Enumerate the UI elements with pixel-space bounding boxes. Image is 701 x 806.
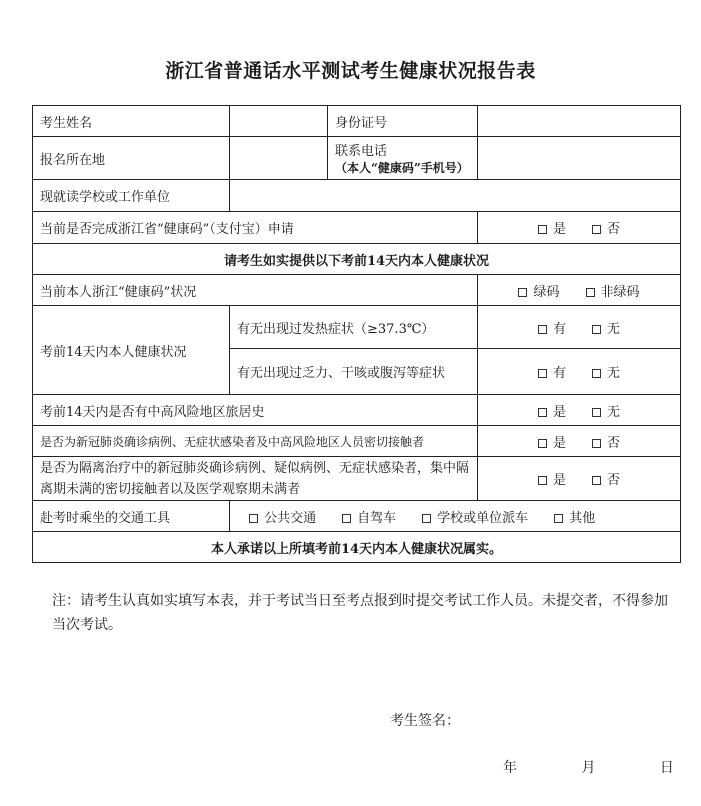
checkbox-empty-icon[interactable] (592, 225, 601, 234)
checkbox-empty-icon[interactable] (538, 476, 547, 485)
checkbox-empty-icon[interactable] (592, 408, 601, 417)
transport-options (230, 501, 681, 532)
checkbox-empty-icon[interactable] (422, 514, 431, 523)
contact-no-option[interactable]: 否 (592, 432, 620, 451)
phone-sub-label: （本人“健康码”手机号） (335, 161, 469, 175)
fever-options (478, 306, 681, 349)
name-label: 考生姓名 (33, 106, 230, 137)
healthcode-yes-option[interactable]: 是 (538, 218, 566, 237)
section-header: 请考生如实提供以下考前14天内本人健康状况 (33, 244, 681, 275)
transport-school-vehicle-option[interactable]: 学校或单位派车 (422, 507, 528, 526)
phone-input-cell[interactable] (478, 137, 681, 180)
date-month-label: 月 (581, 760, 596, 776)
school-or-employer-label: 现就读学校或工作单位 (33, 180, 230, 212)
quarantine-no-option[interactable]: 否 (592, 469, 620, 488)
transport-question: 赴考时乘坐的交通工具 (33, 501, 230, 532)
pledge-statement: 本人承诺以上所填考前14天内本人健康状况属实。 (33, 532, 681, 563)
signature-label: 考生签名： (390, 713, 460, 729)
school-or-employer-input-cell[interactable] (230, 180, 681, 212)
symptom-question: 有无出现过乏力、干咳或腹泻等症状 (230, 349, 478, 395)
symptom-have-option[interactable]: 有 (538, 362, 566, 381)
signature-date (503, 757, 674, 777)
checkbox-empty-icon[interactable] (592, 439, 601, 448)
instruction-note: 注：请考生认真如实填写本表，并于考试当日至考点报到时提交考试工作人员。未提交者，不得参加当次考试。 (52, 593, 668, 633)
checkbox-empty-icon[interactable] (592, 476, 601, 485)
checkbox-empty-icon[interactable] (249, 514, 258, 523)
travel-yes-option[interactable]: 是 (538, 401, 566, 420)
quarantine-yes-option[interactable]: 是 (538, 469, 566, 488)
travel-none-option[interactable]: 无 (592, 401, 620, 420)
checkbox-empty-icon[interactable] (538, 325, 547, 334)
checkbox-empty-icon[interactable] (538, 439, 547, 448)
transport-self-drive-option[interactable]: 自驾车 (342, 507, 396, 526)
date-day-label: 日 (659, 760, 674, 776)
travel-history-question: 考前14天内是否有中高风险地区旅居史 (33, 395, 478, 426)
form-title: 浙江省普通话水平测试考生健康状况报告表 (165, 60, 536, 82)
checkbox-empty-icon[interactable] (592, 369, 601, 378)
quarantine-question: 是否为隔离治疗中的新冠肺炎确诊病例、疑似病例、无症状感染者，集中隔离期未满的密切接触者以及医学观察期未满者 (33, 457, 478, 501)
current-healthcode-question: 当前本人浙江“健康码”状况 (33, 275, 478, 306)
checkbox-empty-icon[interactable] (518, 288, 527, 297)
checkbox-empty-icon[interactable] (538, 225, 547, 234)
checkbox-empty-icon[interactable] (342, 514, 351, 523)
id-number-input-cell[interactable] (478, 106, 681, 137)
close-contact-question: 是否为新冠肺炎确诊病例、无症状感染者及中高风险地区人员密切接触者 (33, 426, 478, 457)
current-healthcode-options (478, 275, 681, 306)
id-number-label: 身份证号 (328, 106, 478, 137)
checkbox-empty-icon[interactable] (538, 408, 547, 417)
symptom-none-option[interactable]: 无 (592, 362, 620, 381)
quarantine-options (478, 457, 681, 501)
close-contact-options (478, 426, 681, 457)
symptom-options (478, 349, 681, 395)
green-code-option[interactable]: 绿码 (518, 281, 559, 300)
health-report-form (32, 105, 681, 563)
checkbox-empty-icon[interactable] (586, 288, 595, 297)
checkbox-empty-icon[interactable] (538, 369, 547, 378)
fever-none-option[interactable]: 无 (592, 318, 620, 337)
fever-have-option[interactable]: 有 (538, 318, 566, 337)
healthcode-application-question: 当前是否完成浙江省“健康码”（支付宝）申请 (33, 212, 478, 244)
phone-label-cell (328, 137, 478, 180)
registration-location-label: 报名所在地 (33, 137, 230, 180)
fever-question: 有无出现过发热症状（≥37.3℃） (230, 306, 478, 349)
contact-yes-option[interactable]: 是 (538, 432, 566, 451)
transport-public-option[interactable]: 公共交通 (249, 507, 316, 526)
transport-other-option[interactable]: 其他 (554, 507, 595, 526)
health-14-days-label: 考前14天内本人健康状况 (33, 306, 230, 395)
name-input-cell[interactable] (230, 106, 328, 137)
checkbox-empty-icon[interactable] (554, 514, 563, 523)
checkbox-empty-icon[interactable] (592, 325, 601, 334)
registration-location-input-cell[interactable] (230, 137, 328, 180)
phone-label: 联系电话 (335, 144, 388, 159)
travel-history-options (478, 395, 681, 426)
date-year-label: 年 (503, 760, 517, 776)
healthcode-application-options (478, 212, 681, 244)
healthcode-no-option[interactable]: 否 (592, 218, 620, 237)
non-green-code-option[interactable]: 非绿码 (586, 281, 640, 300)
